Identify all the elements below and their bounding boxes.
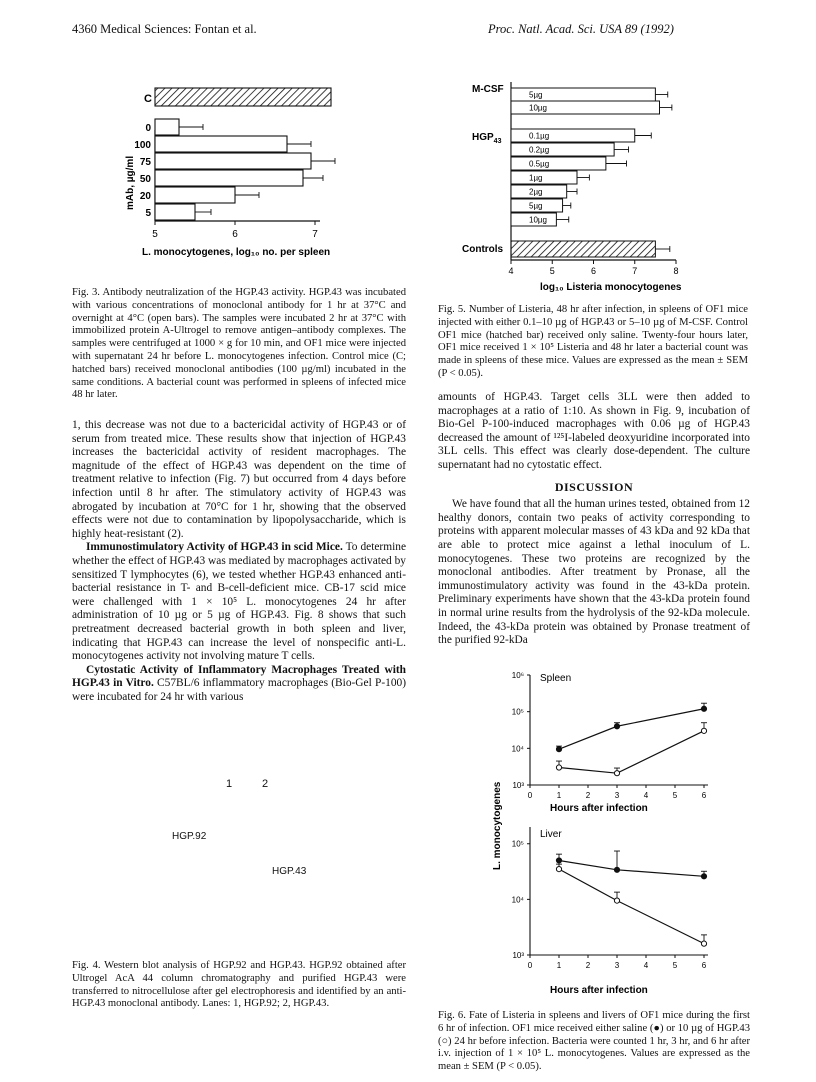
fig3-bar-control bbox=[155, 88, 331, 106]
fig6-spleen-xtick-label-4: 4 bbox=[643, 791, 649, 800]
fig6-liver-point-filled-3 bbox=[614, 867, 619, 872]
fig6-caption bbox=[438, 1010, 750, 1074]
fig6-liver-xtick-label-3: 3 bbox=[614, 961, 620, 970]
section-heading-cytostatic: Cytostatic Activity of Inflammatory Macrophages Treated with HGP.43 in Vitro. bbox=[72, 663, 406, 690]
fig3-bar-50 bbox=[155, 170, 303, 186]
fig3-control-label: C bbox=[144, 93, 152, 105]
fig4-lane-2-label: 2 bbox=[262, 778, 269, 790]
fig6-spleen-ytick-label-3: 10⁶ bbox=[511, 671, 524, 680]
fig6-spleen-ytick-label-2: 10⁵ bbox=[511, 707, 524, 717]
discussion-heading: DISCUSSION bbox=[554, 479, 634, 494]
fig3-category-label-20: 20 bbox=[139, 191, 151, 202]
fig6-spleen-point-filled-1 bbox=[556, 747, 561, 752]
fig5-bar-label-HGP43-0.2µg: 0.2µg bbox=[529, 145, 550, 155]
fig6-spleen-xtick-label-5: 5 bbox=[672, 791, 678, 800]
fig5-group-hgp-label bbox=[472, 132, 502, 145]
fig6-liver-line-open bbox=[559, 869, 704, 944]
fig5-xlabel: log₁₀ Listeria monocytogenes bbox=[540, 282, 682, 293]
fig6-liver-ytick-label-2: 10⁵ bbox=[511, 839, 524, 849]
fig5-bar-label-HGP43-1µg: 1µg bbox=[529, 173, 543, 183]
fig4-lane-1-label: 1 bbox=[226, 778, 233, 790]
fig6-liver-xtick-label-4: 4 bbox=[643, 961, 649, 970]
fig5-chart bbox=[460, 80, 740, 300]
fig6-spleen-line-open bbox=[559, 731, 704, 773]
fig6-liver-xtick-label-5: 5 bbox=[672, 961, 678, 970]
fig6-spleen-xlabel: Hours after infection bbox=[550, 803, 648, 814]
fig5-bar-HGP43-0.2µg bbox=[511, 143, 614, 156]
fig5-xtick-label-7: 7 bbox=[632, 266, 638, 276]
fig5-bar-Controls-Controls bbox=[511, 241, 655, 257]
fig3-xtick-label-7: 7 bbox=[312, 229, 318, 240]
left-paragraph-3 bbox=[72, 664, 406, 705]
fig6-liver-point-open-3 bbox=[614, 898, 619, 903]
fig6-spleen-ytick-label-1: 10⁴ bbox=[511, 744, 524, 754]
fig6-spleen-xtick-label-1: 1 bbox=[556, 791, 562, 800]
fig4-western-blot bbox=[72, 778, 406, 948]
fig4-band-hgp43-label: HGP.43 bbox=[272, 866, 307, 877]
fig5-bar-HGP43-1µg bbox=[511, 171, 577, 184]
running-header-right: Proc. Natl. Acad. Sci. USA 89 (1992) bbox=[488, 22, 674, 36]
fig3-ylabel: mAb, µg/ml bbox=[125, 155, 136, 210]
fig4-caption-text: Fig. 4. Western blot analysis of HGP.92 and HGP.43. HGP.92 obtained after Ultrogel AcA 44 column chromatography and purified HGP.43 were transferred to nitrocellulose after gel electrophoresis and identified by an anti-HGP.43 monoclonal antibody. Lanes: 1, HGP.92; 2, HGP.43. bbox=[72, 960, 406, 1010]
right-column-text bbox=[438, 391, 750, 648]
fig6-liver-title: Liver bbox=[540, 829, 562, 840]
fig3-category-label-0: 0 bbox=[145, 123, 151, 134]
fig3-caption-text: Fig. 3. Antibody neutralization of the HGP.43 activity. HGP.43 was incubated with various concentrations of monoclonal antibody for 1 hr at 37°C and overnight at 4°C (open bars). The samples were incubated 2 hr at 37°C with immobilized protein A-Ultrogel to remove antigen–antibody complexes. The samples were centrifuged at 1000 × g for 10 min, and OF1 mice were injected with supernatant 24 hr before L. monocytogenes infection. Control mice (C; hatched bars) received monoclonal antibodies (100 µg/ml) incubated in the same conditions. A bacterial count was performed in spleens of infected mice 48 hr later. bbox=[72, 287, 406, 401]
fig3-category-label-5: 5 bbox=[145, 208, 151, 219]
fig5-bar-label-HGP43-2µg: 2µg bbox=[529, 187, 543, 197]
fig6-liver-ytick-label-0: 10³ bbox=[512, 951, 524, 960]
fig6-liver-xtick-label-1: 1 bbox=[556, 961, 562, 970]
fig3-caption bbox=[72, 287, 406, 402]
fig6-liver-point-filled-1 bbox=[556, 858, 561, 863]
fig6-spleen-xtick-label-3: 3 bbox=[614, 791, 620, 800]
left-paragraph-2 bbox=[72, 541, 406, 663]
fig5-bar-label-HGP43-0.1µg: 0.1µg bbox=[529, 131, 550, 141]
fig5-bar-label-HGP43-5µg: 5µg bbox=[529, 201, 543, 211]
fig5-bar-label-HGP43-10µg: 10µg bbox=[529, 215, 547, 225]
fig6-liver-xtick-label-2: 2 bbox=[585, 961, 591, 970]
fig6-liver-xtick-label-0: 0 bbox=[527, 961, 533, 970]
fig6-caption-text: Fig. 6. Fate of Listeria in spleens and livers of OF1 mice during the first 6 hr of infection. OF1 mice received either saline (●) or 10 µg of HGP.43 (○) 24 hr before infection. Bacteria were counted 1 hr, 3 hr, and 6 hr after i.v. injection of 1 × 10⁵ L. monocytogenes. Values are expressed as the mean ± SEM (P < 0.05). bbox=[438, 1010, 750, 1073]
fig6-spleen-title: Spleen bbox=[540, 673, 572, 684]
fig6-spleen-xtick-label-2: 2 bbox=[585, 791, 591, 800]
fig5-caption bbox=[438, 304, 748, 381]
fig6-chart bbox=[480, 655, 740, 1000]
fig6-spleen-point-open-3 bbox=[614, 771, 619, 776]
fig6-spleen-point-open-6 bbox=[701, 728, 706, 733]
left-paragraph-2-text: To determine whether the effect of HGP.43 was mediated by macrophages activated by sensitized T lymphocytes (6), we tested whether HGP.43 enhanced anti-bacterial resistance in T- and B-cell-deficient mice. CB-17 scid mice were challenged with 1 × 10⁵ L. monocytogenes 24 hr after administration of 10 µg or 5 µg of HGP.43. Fig. 8 shows that such pretreatment decreased bacterial growth in both spleen and liver, indicating that HGP.43 can increase the level of nonspecific anti-L. monocytogenes activity not involving mature T cells. bbox=[72, 541, 406, 663]
fig6-ylabel: L. monocytogenes bbox=[492, 781, 503, 870]
right-paragraph-2: We have found that all the human urines tested, obtained from 12 healthy donors, contain two peaks of activity corresponding to proteins with apparent molecular masses of 43 kDa and 92 kDa that are able to protect mice against a lethal inoculum of L. monocytogenes. These two proteins are recognized by the monoclonal antibodies. After treatment by Pronase, all the immunostimulatory activity was found in the 43-kDa protein. Preliminary experiments have shown that the 43-kDa protein found in normal urine results from the hydrolysis of the 92-kDa molecule. Indeed, the 43-kDa protein was obtained by Pronase treatment of the purified 92-kDa bbox=[438, 498, 750, 647]
left-paragraph-1: 1, this decrease was not due to a bactericidal activity of HGP.43 or of serum from treated mice. These results show that injection of HGP.43 increases the bactericidal activity of resident macrophages. The magnitude of the effect of HGP.43 was dependent on the time of treatment relative to infection (Fig. 7) but occurred from 4 days before infection until 8 hr after. The stimulatory activity of HGP.43 was abrogated by incubation at 70°C for 1 hr, showing that the observed effects were not due to contamination by lipopolysaccharide, which is highly heat-resistant (2). bbox=[72, 419, 406, 540]
fig6-liver-line-filled bbox=[559, 860, 704, 876]
fig5-caption-text: Fig. 5. Number of Listeria, 48 hr after infection, in spleens of OF1 mice injected with either 0.1–10 µg of HGP.43 or 5–10 µg of M-CSF. Control OF1 mice (hatched bar) received only saline. Twenty-four hours later, OF1 mice received 1 × 10⁵ Listeria and 48 hr later a bacterial count was made in spleens of these mice. Values are expressed as the mean ± SEM (P < 0.05). bbox=[438, 304, 748, 379]
fig5-bar-label-HGP43-0.5µg: 0.5µg bbox=[529, 159, 550, 169]
left-paragraph-3-text: C57BL/6 inflammatory macrophages (Bio-Gel P-100) were incubated for 24 hr with various bbox=[72, 677, 407, 703]
fig6-spleen-point-open-1 bbox=[556, 765, 561, 770]
fig3-bar-0 bbox=[155, 119, 179, 135]
left-column-text bbox=[72, 419, 406, 704]
fig6-liver-xtick-label-6: 6 bbox=[701, 961, 707, 970]
fig3-category-label-50: 50 bbox=[139, 174, 151, 185]
fig6-spleen-ytick-label-0: 10³ bbox=[512, 781, 524, 790]
fig6-spleen-line-filled bbox=[559, 709, 704, 749]
section-heading-scid: Immunostimulatory Activity of HGP.43 in scid Mice. bbox=[86, 541, 343, 554]
fig5-group-hgp-sub: 43 bbox=[493, 138, 502, 145]
fig6-spleen-xtick-label-6: 6 bbox=[701, 791, 707, 800]
fig5-xtick-label-6: 6 bbox=[590, 266, 597, 276]
fig5-bar-label-M-CSF-5µg: 5µg bbox=[529, 90, 543, 100]
fig6-liver-xlabel: Hours after infection bbox=[550, 985, 648, 996]
fig3-chart bbox=[125, 80, 370, 280]
fig3-bar-100 bbox=[155, 136, 287, 152]
fig3-bar-5 bbox=[155, 204, 195, 220]
fig5-group-controls-label: Controls bbox=[462, 244, 504, 255]
right-paragraph-1: amounts of HGP.43. Target cells 3LL were then added to macrophages at a ratio of 1:10. As shown in Fig. 9, incubation of Bio-Gel P-100-induced macrophages with 0.06 µg of HGP.43 decreased the amount of ¹²⁵I-labeled deoxyuridine incorporated into 3LL cells. This effect was clearly dose-dependent. The culture supernatant had no cytostatic effect. bbox=[438, 391, 750, 471]
fig6-liver-point-open-6 bbox=[701, 941, 706, 946]
fig3-xlabel: L. monocytogenes, log₁₀ no. per spleen bbox=[142, 247, 331, 258]
fig3-category-label-100: 100 bbox=[134, 140, 151, 151]
fig3-bar-75 bbox=[155, 153, 311, 169]
fig6-liver-point-open-1 bbox=[556, 867, 561, 872]
fig3-xtick-label-5: 5 bbox=[152, 229, 158, 240]
fig5-xtick-label-8: 8 bbox=[673, 266, 679, 276]
fig3-bar-20 bbox=[155, 187, 235, 203]
fig5-bar-label-M-CSF-10µg: 10µg bbox=[529, 103, 547, 113]
fig5-bar-HGP43-0.5µg bbox=[511, 157, 606, 170]
fig6-spleen-xtick-label-0: 0 bbox=[527, 791, 533, 800]
fig3-category-label-75: 75 bbox=[139, 157, 151, 168]
fig6-spleen-point-filled-6 bbox=[701, 706, 706, 711]
fig5-group-hgp-main: HGP bbox=[472, 132, 494, 143]
running-header-left: 4360 Medical Sciences: Fontan et al. bbox=[72, 22, 257, 36]
fig3-xtick-label-6: 6 bbox=[232, 229, 238, 240]
fig6-liver-point-filled-6 bbox=[701, 874, 706, 879]
fig6-spleen-point-filled-3 bbox=[614, 724, 619, 729]
fig5-group-mcsf-label: M-CSF bbox=[472, 84, 504, 95]
fig6-liver-ytick-label-1: 10⁴ bbox=[511, 895, 524, 905]
fig5-xtick-label-4: 4 bbox=[508, 266, 514, 276]
fig4-caption bbox=[72, 960, 406, 1011]
fig5-xtick-label-5: 5 bbox=[549, 266, 555, 276]
fig4-band-hgp92-label: HGP.92 bbox=[172, 831, 207, 842]
